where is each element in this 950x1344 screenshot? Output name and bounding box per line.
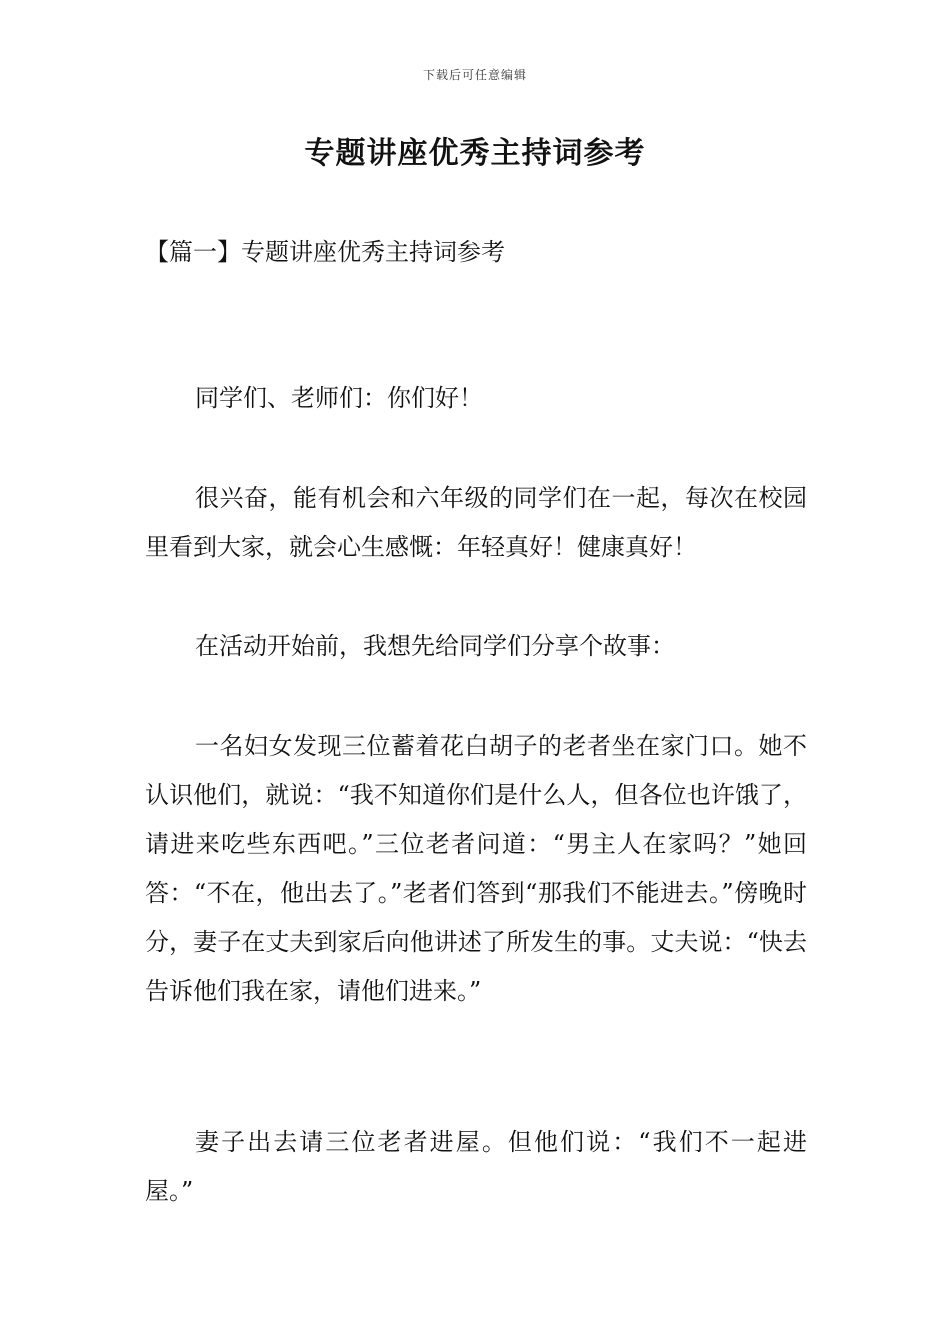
paragraph-story-lead: [145, 622, 807, 671]
paragraph-story-continued: [145, 1118, 807, 1216]
section-heading: 【篇一】专题讲座优秀主持词参考: [145, 238, 505, 266]
paragraph-text: 妻子出去请三位老者进屋。但他们说：“我们不一起进屋。”: [145, 1128, 807, 1205]
page-title: 专题讲座优秀主持词参考: [304, 136, 646, 171]
paragraph-greeting: [145, 374, 807, 423]
paragraph-text: 同学们、老师们：你们好！: [195, 384, 483, 412]
paragraph-text: 很兴奋，能有机会和六年级的同学们在一起，每次在校园里看到大家，就会心生感慨：年轻真好！健康真好！: [145, 484, 807, 561]
paragraph-text: 在活动开始前，我想先给同学们分享个故事：: [195, 632, 675, 660]
paragraph-text: 一名妇女发现三位蓄着花白胡子的老者坐在家门口。她不认识他们，就说：“我不知道你们是什么人，但各位也许饿了，请进来吃些东西吧。”三位老者问道：“男主人在家吗？”她回答：“不在，他出去了。”老者们答到“那我们不能进去。”傍晚时分，妻子在丈夫到家后向他讲述了所发生的事。丈夫说：“快去告诉他们我在家，请他们进来。”: [145, 732, 807, 1005]
paragraph-story: [145, 722, 807, 1016]
paragraph-intro: [145, 474, 807, 572]
header-note: 下载后可任意编辑: [422, 68, 527, 82]
